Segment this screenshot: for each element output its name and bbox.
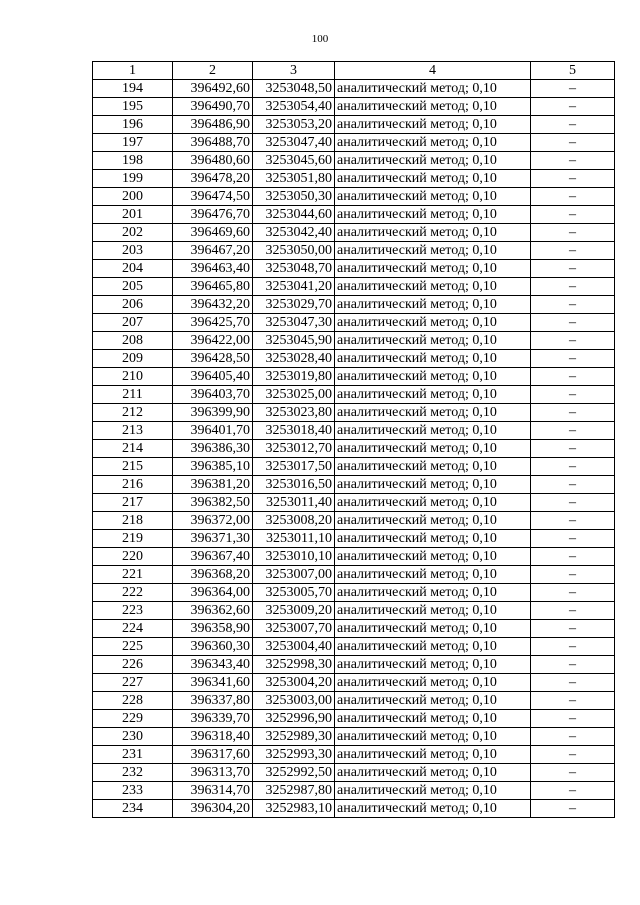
method-accuracy-cell: аналитический метод; 0,10 — [335, 620, 531, 638]
point-number-cell: 220 — [93, 548, 173, 566]
table-row — [93, 638, 615, 656]
table-row — [93, 296, 615, 314]
table-row — [93, 80, 615, 98]
method-accuracy-cell: аналитический метод; 0,10 — [335, 800, 531, 818]
note-cell: – — [531, 296, 615, 314]
method-accuracy-cell: аналитический метод; 0,10 — [335, 170, 531, 188]
note-cell: – — [531, 260, 615, 278]
method-accuracy-cell: аналитический метод; 0,10 — [335, 188, 531, 206]
point-number-cell: 208 — [93, 332, 173, 350]
note-cell: – — [531, 386, 615, 404]
table-row — [93, 116, 615, 134]
coordinate-y-cell: 3253010,10 — [253, 548, 335, 566]
coordinate-y-cell: 3253009,20 — [253, 602, 335, 620]
point-number-cell: 203 — [93, 242, 173, 260]
method-accuracy-cell: аналитический метод; 0,10 — [335, 332, 531, 350]
table-row — [93, 278, 615, 296]
coordinate-x-cell: 396399,90 — [173, 404, 253, 422]
point-number-cell: 202 — [93, 224, 173, 242]
coordinate-y-cell: 3253048,70 — [253, 260, 335, 278]
coordinate-x-cell: 396469,60 — [173, 224, 253, 242]
method-accuracy-cell: аналитический метод; 0,10 — [335, 368, 531, 386]
coordinate-x-cell: 396318,40 — [173, 728, 253, 746]
table-row — [93, 620, 615, 638]
note-cell: – — [531, 548, 615, 566]
table-row — [93, 476, 615, 494]
coordinate-y-cell: 3253011,10 — [253, 530, 335, 548]
method-accuracy-cell: аналитический метод; 0,10 — [335, 206, 531, 224]
table-row — [93, 350, 615, 368]
point-number-cell: 215 — [93, 458, 173, 476]
note-cell: – — [531, 458, 615, 476]
note-cell: – — [531, 80, 615, 98]
point-number-cell: 229 — [93, 710, 173, 728]
coordinate-x-cell: 396382,50 — [173, 494, 253, 512]
coordinate-y-cell: 3253045,90 — [253, 332, 335, 350]
coordinate-y-cell: 3253050,00 — [253, 242, 335, 260]
coordinate-x-cell: 396364,00 — [173, 584, 253, 602]
method-accuracy-cell: аналитический метод; 0,10 — [335, 638, 531, 656]
coordinate-x-cell: 396314,70 — [173, 782, 253, 800]
point-number-cell: 198 — [93, 152, 173, 170]
method-accuracy-cell: аналитический метод; 0,10 — [335, 548, 531, 566]
note-cell: – — [531, 404, 615, 422]
method-accuracy-cell: аналитический метод; 0,10 — [335, 224, 531, 242]
note-cell: – — [531, 152, 615, 170]
coordinate-x-cell: 396467,20 — [173, 242, 253, 260]
method-accuracy-cell: аналитический метод; 0,10 — [335, 512, 531, 530]
coordinate-y-cell: 3253023,80 — [253, 404, 335, 422]
coordinate-y-cell: 3253025,00 — [253, 386, 335, 404]
point-number-cell: 223 — [93, 602, 173, 620]
table-row — [93, 188, 615, 206]
coordinate-x-cell: 396425,70 — [173, 314, 253, 332]
coordinate-y-cell: 3252983,10 — [253, 800, 335, 818]
coordinate-x-cell: 396478,20 — [173, 170, 253, 188]
coordinate-x-cell: 396358,90 — [173, 620, 253, 638]
point-number-cell: 205 — [93, 278, 173, 296]
point-number-cell: 227 — [93, 674, 173, 692]
note-cell: – — [531, 584, 615, 602]
coordinate-y-cell: 3252989,30 — [253, 728, 335, 746]
table-row — [93, 548, 615, 566]
note-cell: – — [531, 224, 615, 242]
method-accuracy-cell: аналитический метод; 0,10 — [335, 296, 531, 314]
table-row — [93, 566, 615, 584]
note-cell: – — [531, 98, 615, 116]
coordinate-x-cell: 396422,00 — [173, 332, 253, 350]
method-accuracy-cell: аналитический метод; 0,10 — [335, 422, 531, 440]
table-row — [93, 494, 615, 512]
method-accuracy-cell: аналитический метод; 0,10 — [335, 404, 531, 422]
table-row — [93, 602, 615, 620]
header-col-5: 5 — [531, 62, 615, 80]
coordinate-x-cell: 396490,70 — [173, 98, 253, 116]
coordinate-x-cell: 396486,90 — [173, 116, 253, 134]
point-number-cell: 210 — [93, 368, 173, 386]
point-number-cell: 222 — [93, 584, 173, 602]
method-accuracy-cell: аналитический метод; 0,10 — [335, 602, 531, 620]
note-cell: – — [531, 350, 615, 368]
table-row — [93, 458, 615, 476]
coordinate-x-cell: 396343,40 — [173, 656, 253, 674]
method-accuracy-cell: аналитический метод; 0,10 — [335, 152, 531, 170]
coordinate-y-cell: 3253041,20 — [253, 278, 335, 296]
coordinate-y-cell: 3253019,80 — [253, 368, 335, 386]
point-number-cell: 224 — [93, 620, 173, 638]
coordinate-x-cell: 396428,50 — [173, 350, 253, 368]
coordinate-y-cell: 3253017,50 — [253, 458, 335, 476]
coordinate-y-cell: 3253007,00 — [253, 566, 335, 584]
coordinate-x-cell: 396405,40 — [173, 368, 253, 386]
coordinate-y-cell: 3253004,40 — [253, 638, 335, 656]
table-row — [93, 530, 615, 548]
coordinate-y-cell: 3253051,80 — [253, 170, 335, 188]
point-number-cell: 195 — [93, 98, 173, 116]
coordinate-x-cell: 396403,70 — [173, 386, 253, 404]
method-accuracy-cell: аналитический метод; 0,10 — [335, 260, 531, 278]
coordinate-y-cell: 3253042,40 — [253, 224, 335, 242]
coordinate-y-cell: 3252996,90 — [253, 710, 335, 728]
note-cell: – — [531, 656, 615, 674]
method-accuracy-cell: аналитический метод; 0,10 — [335, 764, 531, 782]
point-number-cell: 221 — [93, 566, 173, 584]
coordinate-y-cell: 3253011,40 — [253, 494, 335, 512]
table-row — [93, 746, 615, 764]
point-number-cell: 200 — [93, 188, 173, 206]
coordinate-x-cell: 396386,30 — [173, 440, 253, 458]
coordinate-x-cell: 396371,30 — [173, 530, 253, 548]
method-accuracy-cell: аналитический метод; 0,10 — [335, 566, 531, 584]
note-cell: – — [531, 278, 615, 296]
coordinate-y-cell: 3253045,60 — [253, 152, 335, 170]
point-number-cell: 209 — [93, 350, 173, 368]
method-accuracy-cell: аналитический метод; 0,10 — [335, 134, 531, 152]
note-cell: – — [531, 116, 615, 134]
header-col-3: 3 — [253, 62, 335, 80]
method-accuracy-cell: аналитический метод; 0,10 — [335, 80, 531, 98]
note-cell: – — [531, 566, 615, 584]
note-cell: – — [531, 710, 615, 728]
coordinate-y-cell: 3252993,30 — [253, 746, 335, 764]
note-cell: – — [531, 134, 615, 152]
coordinate-x-cell: 396368,20 — [173, 566, 253, 584]
table-row — [93, 170, 615, 188]
note-cell: – — [531, 512, 615, 530]
note-cell: – — [531, 242, 615, 260]
method-accuracy-cell: аналитический метод; 0,10 — [335, 782, 531, 800]
note-cell: – — [531, 476, 615, 494]
coordinate-y-cell: 3253029,70 — [253, 296, 335, 314]
point-number-cell: 231 — [93, 746, 173, 764]
point-number-cell: 225 — [93, 638, 173, 656]
coordinate-y-cell: 3253050,30 — [253, 188, 335, 206]
coordinate-x-cell: 396341,60 — [173, 674, 253, 692]
note-cell: – — [531, 494, 615, 512]
coordinate-y-cell: 3253053,20 — [253, 116, 335, 134]
coordinate-x-cell: 396367,40 — [173, 548, 253, 566]
header-col-4: 4 — [335, 62, 531, 80]
method-accuracy-cell: аналитический метод; 0,10 — [335, 710, 531, 728]
coordinate-y-cell: 3253008,20 — [253, 512, 335, 530]
table-row — [93, 656, 615, 674]
coordinate-y-cell: 3253048,50 — [253, 80, 335, 98]
table-row — [93, 404, 615, 422]
method-accuracy-cell: аналитический метод; 0,10 — [335, 728, 531, 746]
coordinate-x-cell: 396362,60 — [173, 602, 253, 620]
method-accuracy-cell: аналитический метод; 0,10 — [335, 674, 531, 692]
coordinate-x-cell: 396463,40 — [173, 260, 253, 278]
note-cell: – — [531, 332, 615, 350]
table-row — [93, 422, 615, 440]
table-row — [93, 332, 615, 350]
table-row — [93, 98, 615, 116]
page-number: 100 — [311, 33, 329, 45]
point-number-cell: 230 — [93, 728, 173, 746]
coordinate-x-cell: 396372,00 — [173, 512, 253, 530]
coordinate-y-cell: 3252998,30 — [253, 656, 335, 674]
table-row — [93, 242, 615, 260]
table-row — [93, 692, 615, 710]
coordinate-y-cell: 3253003,00 — [253, 692, 335, 710]
table-header — [93, 62, 615, 80]
coordinate-y-cell: 3253016,50 — [253, 476, 335, 494]
table-row — [93, 710, 615, 728]
method-accuracy-cell: аналитический метод; 0,10 — [335, 656, 531, 674]
method-accuracy-cell: аналитический метод; 0,10 — [335, 278, 531, 296]
table-row — [93, 206, 615, 224]
table-row — [93, 440, 615, 458]
note-cell: – — [531, 422, 615, 440]
note-cell: – — [531, 530, 615, 548]
note-cell: – — [531, 782, 615, 800]
method-accuracy-cell: аналитический метод; 0,10 — [335, 530, 531, 548]
point-number-cell: 234 — [93, 800, 173, 818]
point-number-cell: 194 — [93, 80, 173, 98]
note-cell: – — [531, 728, 615, 746]
note-cell: – — [531, 620, 615, 638]
point-number-cell: 228 — [93, 692, 173, 710]
point-number-cell: 207 — [93, 314, 173, 332]
coordinate-y-cell: 3253044,60 — [253, 206, 335, 224]
method-accuracy-cell: аналитический метод; 0,10 — [335, 692, 531, 710]
point-number-cell: 211 — [93, 386, 173, 404]
point-number-cell: 217 — [93, 494, 173, 512]
coordinate-y-cell: 3253028,40 — [253, 350, 335, 368]
coordinate-y-cell: 3253047,40 — [253, 134, 335, 152]
coordinate-y-cell: 3253047,30 — [253, 314, 335, 332]
method-accuracy-cell: аналитический метод; 0,10 — [335, 584, 531, 602]
coordinate-y-cell: 3253004,20 — [253, 674, 335, 692]
coordinate-x-cell: 396339,70 — [173, 710, 253, 728]
method-accuracy-cell: аналитический метод; 0,10 — [335, 98, 531, 116]
coordinate-x-cell: 396480,60 — [173, 152, 253, 170]
coordinate-y-cell: 3253018,40 — [253, 422, 335, 440]
table-row — [93, 260, 615, 278]
coordinate-x-cell: 396385,10 — [173, 458, 253, 476]
note-cell: – — [531, 440, 615, 458]
note-cell: – — [531, 800, 615, 818]
table-row — [93, 512, 615, 530]
coordinate-x-cell: 396492,60 — [173, 80, 253, 98]
method-accuracy-cell: аналитический метод; 0,10 — [335, 458, 531, 476]
point-number-cell: 233 — [93, 782, 173, 800]
method-accuracy-cell: аналитический метод; 0,10 — [335, 440, 531, 458]
note-cell: – — [531, 314, 615, 332]
header-col-2: 2 — [173, 62, 253, 80]
coordinate-y-cell: 3253005,70 — [253, 584, 335, 602]
coordinate-y-cell: 3252987,80 — [253, 782, 335, 800]
coordinate-x-cell: 396360,30 — [173, 638, 253, 656]
method-accuracy-cell: аналитический метод; 0,10 — [335, 242, 531, 260]
point-number-cell: 197 — [93, 134, 173, 152]
table-row — [93, 368, 615, 386]
method-accuracy-cell: аналитический метод; 0,10 — [335, 494, 531, 512]
point-number-cell: 214 — [93, 440, 173, 458]
table-row — [93, 584, 615, 602]
table-row — [93, 800, 615, 818]
coordinate-x-cell: 396304,20 — [173, 800, 253, 818]
coordinate-y-cell: 3252992,50 — [253, 764, 335, 782]
table-row — [93, 224, 615, 242]
coordinate-x-cell: 396488,70 — [173, 134, 253, 152]
note-cell: – — [531, 188, 615, 206]
coordinate-x-cell: 396401,70 — [173, 422, 253, 440]
point-number-cell: 196 — [93, 116, 173, 134]
point-number-cell: 204 — [93, 260, 173, 278]
note-cell: – — [531, 602, 615, 620]
coordinate-x-cell: 396381,20 — [173, 476, 253, 494]
coordinate-x-cell: 396317,60 — [173, 746, 253, 764]
coordinate-x-cell: 396465,80 — [173, 278, 253, 296]
method-accuracy-cell: аналитический метод; 0,10 — [335, 314, 531, 332]
point-number-cell: 206 — [93, 296, 173, 314]
table-row — [93, 728, 615, 746]
table-row — [93, 674, 615, 692]
coordinate-y-cell: 3253054,40 — [253, 98, 335, 116]
method-accuracy-cell: аналитический метод; 0,10 — [335, 746, 531, 764]
point-number-cell: 219 — [93, 530, 173, 548]
method-accuracy-cell: аналитический метод; 0,10 — [335, 476, 531, 494]
note-cell: – — [531, 368, 615, 386]
point-number-cell: 216 — [93, 476, 173, 494]
coordinate-x-cell: 396474,50 — [173, 188, 253, 206]
note-cell: – — [531, 638, 615, 656]
note-cell: – — [531, 170, 615, 188]
method-accuracy-cell: аналитический метод; 0,10 — [335, 386, 531, 404]
coordinates-table — [92, 61, 615, 818]
table-row — [93, 386, 615, 404]
table-row — [93, 764, 615, 782]
point-number-cell: 201 — [93, 206, 173, 224]
note-cell: – — [531, 674, 615, 692]
coordinate-x-cell: 396432,20 — [173, 296, 253, 314]
table-body — [93, 80, 615, 818]
method-accuracy-cell: аналитический метод; 0,10 — [335, 116, 531, 134]
coordinate-y-cell: 3253007,70 — [253, 620, 335, 638]
coordinate-x-cell: 396337,80 — [173, 692, 253, 710]
coordinate-y-cell: 3253012,70 — [253, 440, 335, 458]
point-number-cell: 232 — [93, 764, 173, 782]
header-row — [93, 62, 615, 80]
header-col-1: 1 — [93, 62, 173, 80]
note-cell: – — [531, 692, 615, 710]
point-number-cell: 199 — [93, 170, 173, 188]
point-number-cell: 212 — [93, 404, 173, 422]
note-cell: – — [531, 746, 615, 764]
point-number-cell: 218 — [93, 512, 173, 530]
method-accuracy-cell: аналитический метод; 0,10 — [335, 350, 531, 368]
note-cell: – — [531, 206, 615, 224]
table-row — [93, 134, 615, 152]
table-row — [93, 314, 615, 332]
table-row — [93, 782, 615, 800]
coordinate-x-cell: 396476,70 — [173, 206, 253, 224]
point-number-cell: 226 — [93, 656, 173, 674]
point-number-cell: 213 — [93, 422, 173, 440]
note-cell: – — [531, 764, 615, 782]
table-row — [93, 152, 615, 170]
coordinate-x-cell: 396313,70 — [173, 764, 253, 782]
